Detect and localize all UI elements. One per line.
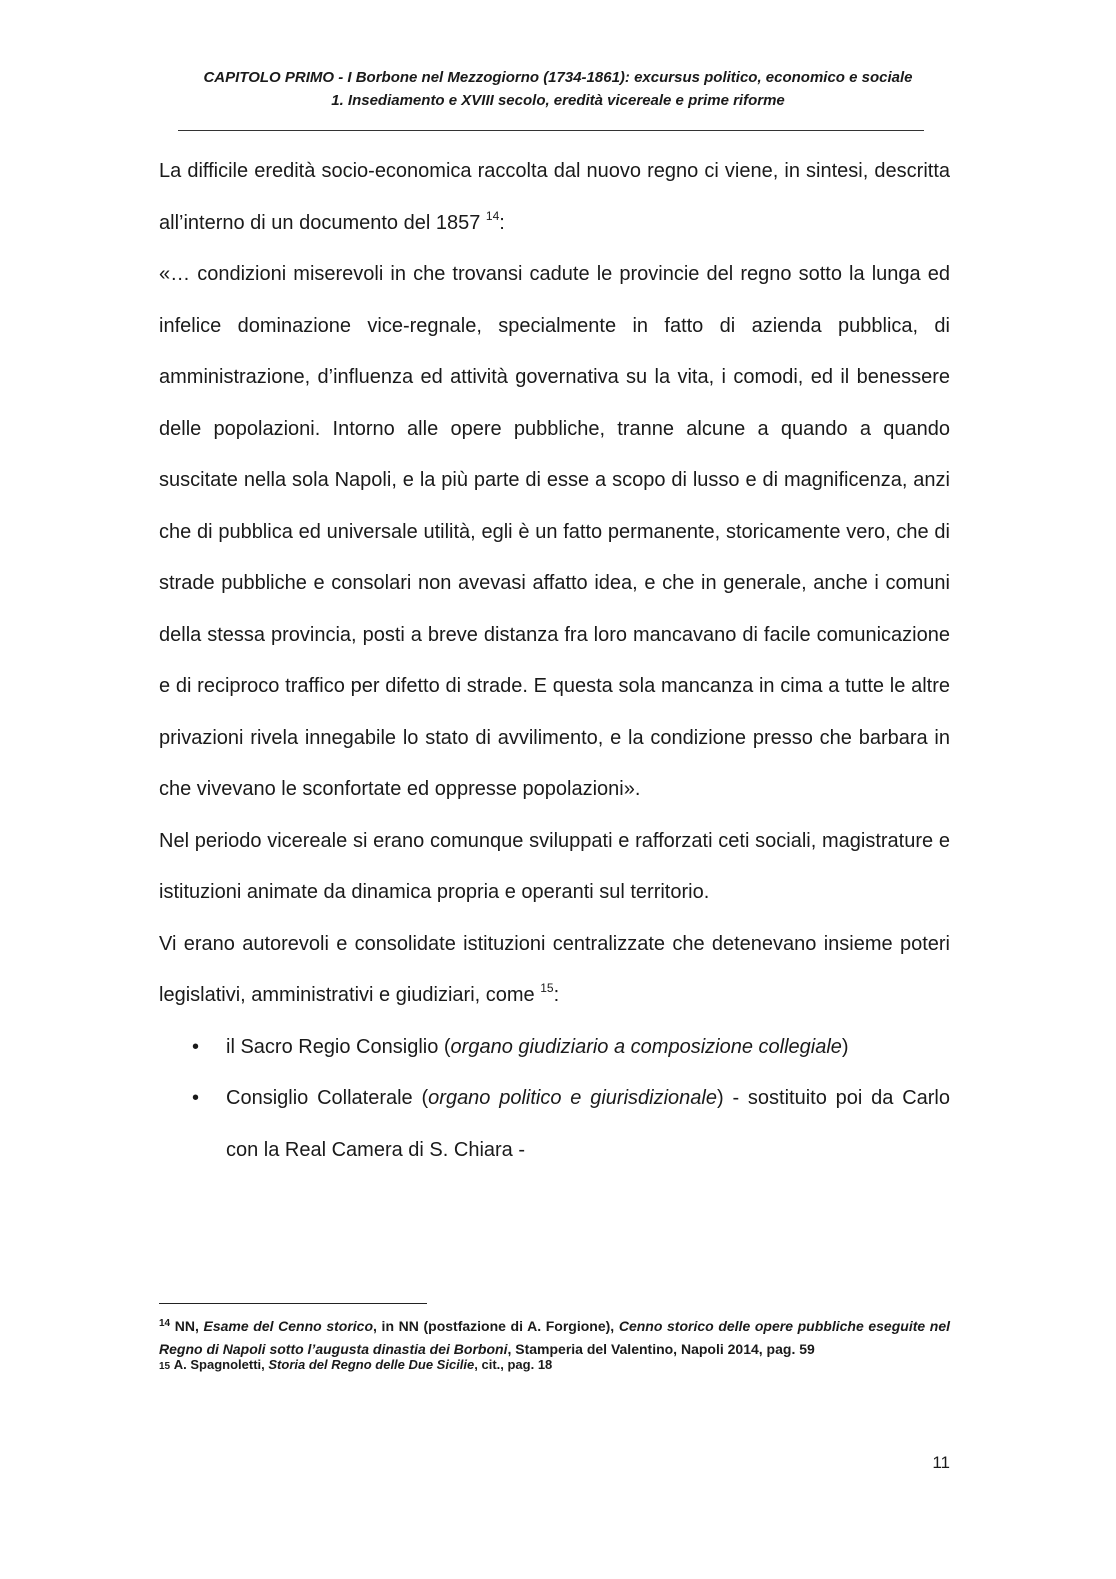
list-item: • Consiglio Collaterale (organo politico e giurisdizionale) - sostituito poi da Carlo con la Real Camera di S. Chiara - [159,1073,950,1176]
list-item: • il Sacro Regio Consiglio (organo giudiziario a composizione collegiale) [159,1022,950,1074]
footnote-ref-14[interactable]: 14 [485,208,500,223]
quotation-paragraph: «… condizioni miserevoli in che trovansi cadute le provincie del regno sotto la lunga ed infelice dominazione vice-regnale, specialmente in fatto di azienda pubblica, di amministrazione, d’influenza ed attività governativa su la vita, i comodi, ed il benessere delle popolazioni. Intorno alle opere pubbliche, tranne alcune a quando a quando suscitate nella sola Napoli, e la più parte di esse a scopo di lusso e di magnificenza, anzi che di pubblica ed universale utilità, egli è un fatto permanente, storicamente vero, che di strade pubbliche e consolari non avevasi affatto idea, e che in generale, anche i comuni della stessa provincia, posti a breve distanza fra loro mancavano di facile comunicazione e di reciproco traffico per difetto di strade. E questa sola mancanza in cima a tutte le altre privazioni rivela innegabile lo stato di avvilimento, e la condizione presso che barbara in che vivevano le sconfortate ed oppresse popolazioni». [159,263,950,800]
footnote-15: 15 A. Spagnoletti, Storia del Regno delle Due Sicilie, cit., pag. 18 [159,1357,553,1372]
footnote-14: $^{14}$ NN, Esame del Cenno storico, in NN (postfazione di A. Forgione), Cenno storico delle opere pubbliche eseguite nel Regno di Napoli sotto l’augusta dinastia dei Borboni, Stamperia del Valentino, Napoli 2014, pag. 59 [159,1318,951,1357]
header-section-title: 1. Insediamento e XVIII secolo, eredità vicereale e prime riforme [331,92,785,109]
running-header [150,66,966,112]
vicereale-paragraph: Nel periodo vicereale si erano comunque sviluppati e rafforzati ceti sociali, magistrature e istituzioni animate da dinamica propria e operanti sul territorio. [159,829,950,903]
bullet-icon: • [192,1087,200,1109]
footnote-divider [159,1303,427,1304]
intro-paragraph: La difficile eredità socio-economica raccolta dal nuovo regno ci viene, in sintesi, descritta all’interno di un documento del 1857 $^{14}$: [159,160,950,234]
institutions-paragraph: Vi erano autorevoli e consolidate istituzioni centralizzate che detenevano insieme poteri legislativi, amministrativi e giudiziari, come $^{15}$: [159,932,950,1006]
footnote-ref-15[interactable]: 15 [540,981,554,995]
footnotes [159,1315,950,1375]
institutions-list [159,1022,950,1177]
bullet-icon: • [192,1035,200,1058]
page-number: 11 [932,1453,950,1472]
header-divider [178,130,924,131]
header-chapter-title: CAPITOLO PRIMO - I Borbone nel Mezzogiorno (1734-1861): excursus politico, economico e sociale [203,69,913,86]
body-text [159,146,950,1176]
